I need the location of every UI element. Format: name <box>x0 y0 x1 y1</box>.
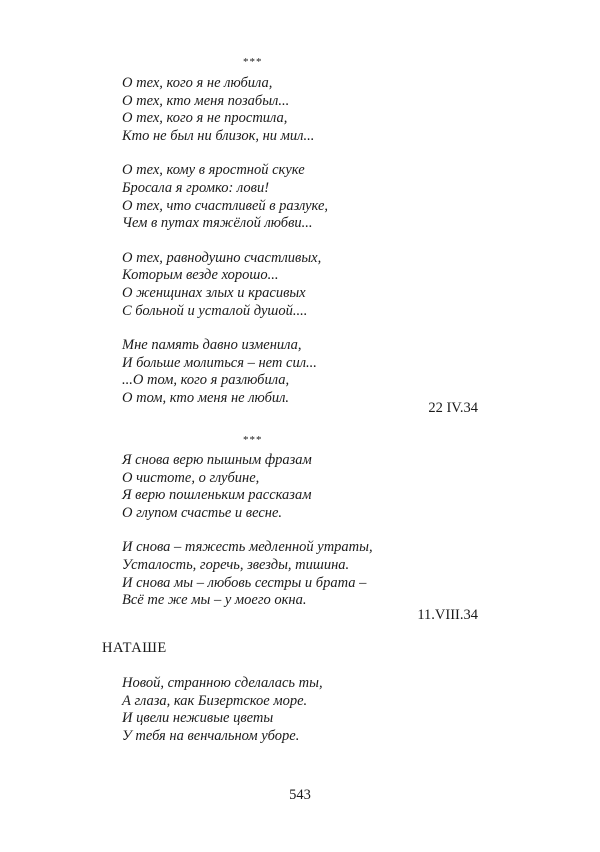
verse-line: О тех, кому в яростной скуке <box>122 162 305 179</box>
verse-line: А глаза, как Бизертское море. <box>122 692 308 709</box>
verse-line: Бросала я громко: лови! <box>122 179 270 196</box>
verse-line: С больной и усталой душой.... <box>122 302 308 319</box>
stanza <box>122 675 323 745</box>
verse-line: Которым везде хорошо... <box>122 267 279 284</box>
verse-line: О тех, что счастливей в разлуке, <box>122 197 329 214</box>
verse-line: О глупом счастье и весне. <box>122 504 283 521</box>
verse-line: Чем в путах тяжёлой любви... <box>122 215 313 232</box>
verse-line: О тех, кто меня позабыл... <box>122 92 290 109</box>
stanza <box>122 337 328 407</box>
verse-line: О чистоте, о глубине, <box>122 469 260 486</box>
verse-line: О женщинах злых и красивых <box>122 284 306 301</box>
verse-line: Новой, странною сделалась ты, <box>122 675 323 691</box>
poem-separator: *** <box>243 434 263 446</box>
verse-line: И снова мы – любовь сестры и брата – <box>122 574 367 591</box>
stanza <box>122 75 328 145</box>
poem-date: 11.VIII.34 <box>417 607 478 623</box>
verse-line: О тех, равнодушно счастливых, <box>122 249 322 266</box>
verse-line: И больше молиться – нет сил... <box>122 354 317 371</box>
stanza <box>122 539 373 609</box>
verse-line: И цвели неживые цветы <box>122 710 274 727</box>
verse-line: О тех, кого я не простила, <box>122 110 288 127</box>
stanza <box>122 250 328 320</box>
poem-separator: *** <box>243 56 263 68</box>
page-number: 543 <box>289 787 311 803</box>
poem-2 <box>122 452 373 610</box>
verse-line: Усталость, горечь, звезды, тишина. <box>122 556 350 573</box>
verse-line: О том, кто меня не любил. <box>122 389 290 406</box>
verse-line: ...О том, кого я разлюбила, <box>122 372 290 389</box>
poem-title: НАТАШЕ <box>102 640 167 656</box>
verse-line: Я снова верю пышным фразам <box>122 452 312 468</box>
poem-3 <box>122 675 323 745</box>
verse-line: Я верю пошленьким рассказам <box>122 487 312 504</box>
stanza <box>122 162 328 232</box>
verse-line: И снова – тяжесть медленной утраты, <box>122 539 373 556</box>
poem-1 <box>122 75 328 408</box>
verse-line: У тебя на венчальном уборе. <box>122 727 300 744</box>
poem-date: 22 IV.34 <box>428 400 478 416</box>
verse-line: Кто не был ни близок, ни мил... <box>122 127 315 144</box>
stanza <box>122 452 373 522</box>
verse-line: Всё те же мы – у моего окна. <box>122 592 307 609</box>
verse-line: Мне память давно изменила, <box>122 337 302 354</box>
verse-line: О тех, кого я не любила, <box>122 75 273 91</box>
